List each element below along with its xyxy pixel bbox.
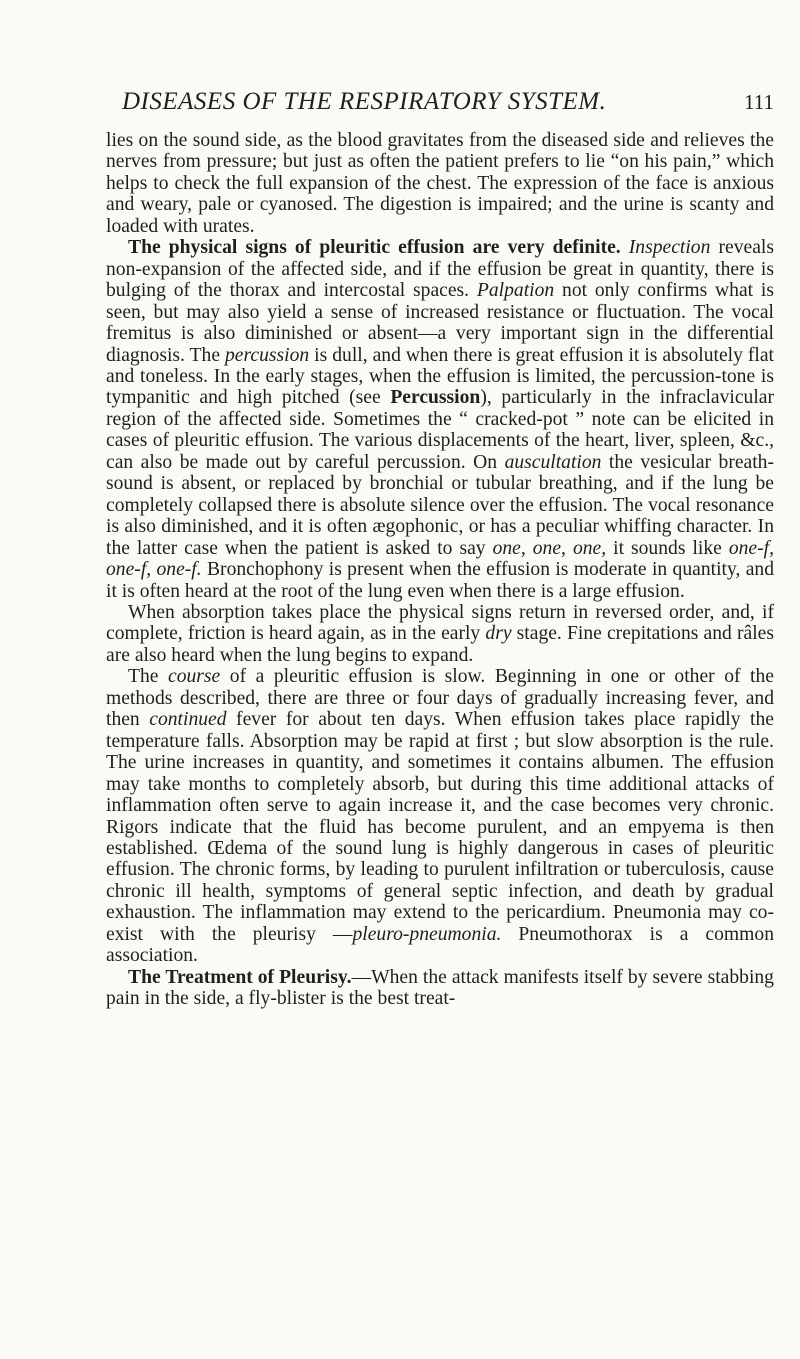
bold-text: The Treatment of Pleurisy. <box>128 966 352 988</box>
italic-text: one, one, one, <box>492 537 607 559</box>
paragraph <box>106 237 774 602</box>
italic-text: one-f, one-f, one-f. <box>106 537 774 581</box>
paragraph <box>106 130 774 237</box>
text-run: Pneumothorax is a common association. <box>106 923 774 967</box>
page-header <box>122 88 774 122</box>
text-run: fever for about ten days. When effusion takes place rapidly the temperature falls. Absorption may be rapid at first ; but slow absorption is the rule. The urine increases in quantity, and sometimes it contains albumen. The effusion may take months to completely absorb, but during this time additional attacks of inflammation often serve to again increase it, and the case becomes very chronic. Rigors indicate that the fluid has become purulent, and an empyema is then established. Œdema of the sound lung is highly dangerous in cases of pleuritic effusion. The chronic forms, by leading to purulent infiltration or tuberculosis, cause chronic ill health, symptoms of general septic infection, and death by gradual exhaustion. The inflammation may extend to the pericardium. Pneumonia may co-exist with the pleurisy — <box>106 709 774 945</box>
italic-text: percussion <box>225 344 310 366</box>
body-text <box>106 130 774 1010</box>
text-run: —When the attack manifests itself by severe stabbing pain in the side, a fly-blister is the best treat- <box>106 966 774 1010</box>
text-run: not only confirms what is seen, but may also yield a sense of increased resistance or fluctuation. The vocal fremitus is also diminished or absent—a very important sign in the differential diagnosis. The <box>106 280 775 366</box>
italic-text: Inspection <box>628 237 711 259</box>
text-run: ), particularly in the infraclavicular region of the affected side. Sometimes the “ cracked-pot ” note can be elicited in cases of pleuritic effusion. The various displacements of the heart, liver, spleen, &c., can also be made out by careful percussion. On <box>106 387 774 473</box>
text-run: The <box>128 666 168 688</box>
paragraph <box>106 967 774 1010</box>
page-number: 111 <box>744 90 774 114</box>
text-run: of a pleuritic effusion is slow. Beginning in one or other of the methods described, there are three or four days of gradually increasing fever, and then <box>106 666 774 731</box>
text-run: it sounds like <box>606 537 729 559</box>
text-run: reveals non-expansion of the affected side, and if the effusion be great in quantity, there is bulging of the thorax and intercostal spaces. <box>106 237 774 302</box>
text-run: the vesicular breath-sound is absent, or replaced by bronchial or tubular breathing, and if the lung be completely collapsed there is absolute silence over the effusion. The vocal resonance is also diminished, and it is often ægophonic, or has a peculiar whiffing character. In the latter case when the patient is asked to say <box>106 451 774 559</box>
text-run: Bronchophony is present when the effusion is moderate in quantity, and it is often heard at the root of the lung even when there is a large effusion. <box>106 559 774 602</box>
italic-text: Palpation <box>476 280 555 302</box>
italic-text: pleuro-pneumonia. <box>352 923 502 945</box>
text-run: is dull, and when there is great effusion it is absolutely flat and toneless. In the early stages, when the effusion is limited, the percussion-tone is tympanitic and high pitched (see <box>106 344 774 409</box>
italic-text: dry <box>485 623 512 645</box>
running-title: DISEASES OF THE RESPIRATORY SYSTEM. <box>122 88 607 115</box>
text-run: When absorption takes place the physical signs return in reversed order, and, if complete, friction is heard again, as in the early <box>106 601 774 645</box>
paragraph <box>106 666 774 966</box>
text-run: lies on the sound side, as the blood gravitates from the diseased side and relieves the nerves from pressure; but just as often the patient prefers to lie “on his pain,” which helps to check the full expansion of the chest. The expression of the face is anxious and weary, pale or cyanosed. The digestion is impaired; and the urine is scanty and loaded with urates. <box>106 130 774 237</box>
italic-text: course <box>168 666 221 688</box>
bold-text: Percussion <box>390 387 481 409</box>
paragraph <box>106 602 774 666</box>
text-run: stage. Fine crepitations and râles are also heard when the lung begins to expand. <box>106 623 774 666</box>
italic-text: auscultation <box>504 451 602 473</box>
italic-text: continued <box>149 709 227 731</box>
bold-text: The physical signs of pleuritic effusion are very definite. <box>128 237 629 259</box>
